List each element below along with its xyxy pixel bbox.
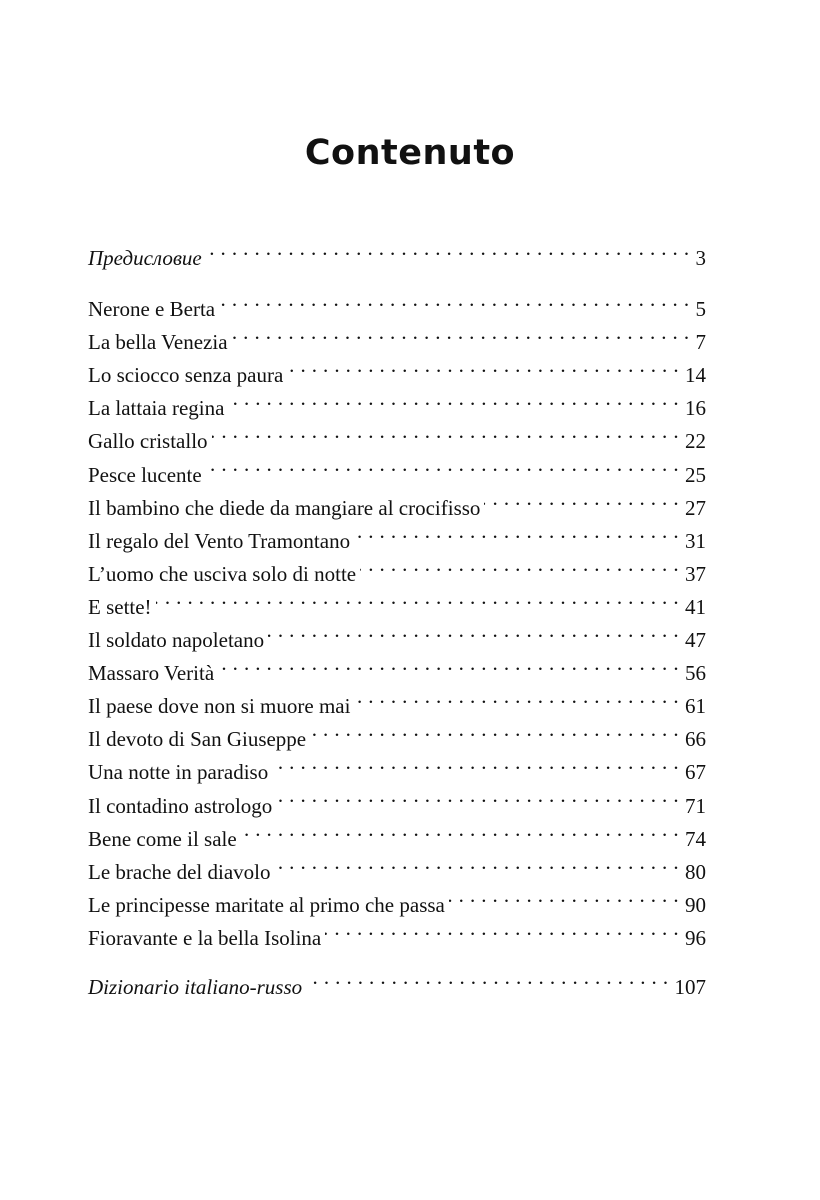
toc-entry-page-number: 66 (685, 727, 706, 752)
dot-leader (325, 912, 679, 945)
toc-entry-title: Il contadino astrologo (88, 793, 273, 818)
dot-leader (212, 415, 679, 448)
toc-entry-page-number: 16 (685, 396, 706, 421)
toc-entry-title: Le principesse maritate al primo che passa (88, 892, 445, 917)
toc-entry-page-number: 31 (685, 528, 706, 553)
toc-entry-page-number: 71 (685, 793, 706, 818)
toc-entry-title: Le brache del diavolo (88, 859, 271, 884)
toc-entry-title: La bella Venezia (88, 330, 228, 355)
dot-leader (360, 548, 679, 581)
dot-leader (449, 879, 679, 912)
toc-entry (88, 961, 706, 1000)
toc-entry-page-number: 80 (685, 859, 706, 884)
dot-leader (156, 581, 679, 614)
toc-main-section (88, 283, 706, 950)
toc-entry-page-number: 96 (685, 925, 706, 950)
dot-leader (241, 813, 679, 846)
toc-entry-page-number: 61 (685, 694, 706, 719)
toc-entry-title: Il bambino che diede da mangiare al crocifisso (88, 495, 481, 520)
dot-leader (484, 482, 679, 515)
toc-preface-section (88, 232, 706, 271)
toc-entry (88, 232, 706, 271)
toc-entry-title: Il regalo del Vento Tramontano (88, 528, 351, 553)
dot-leader (287, 349, 679, 382)
toc-entry-title: E sette! (88, 594, 152, 619)
toc-entry-title: Bene come il sale (88, 826, 237, 851)
toc-entry-title: L’uomo che usciva solo di notte (88, 561, 357, 586)
toc-entry-title: Massaro Verità (88, 661, 215, 686)
toc-entry (88, 283, 706, 322)
toc-entry-title: Una notte in paradiso (88, 760, 269, 785)
toc-entry (88, 614, 706, 653)
toc-entry (88, 581, 706, 619)
dot-leader (354, 515, 679, 548)
toc-entry-title: Gallo cristallo (88, 429, 208, 454)
toc-entry-title: Nerone e Berta (88, 297, 216, 322)
toc-entry-page-number: 56 (685, 661, 706, 686)
dot-leader (306, 961, 668, 994)
toc-entry-title: Il soldato napoletano (88, 628, 265, 653)
toc-entry-page-number: 14 (685, 363, 706, 388)
toc-entry-page-number: 67 (685, 760, 706, 785)
toc-entry-page-number: 37 (685, 561, 706, 586)
dot-leader (206, 448, 679, 481)
toc-entry-page-number: 22 (685, 429, 706, 454)
toc-entry-page-number: 41 (685, 594, 706, 619)
toc-entry-page-number: 74 (685, 826, 706, 851)
toc-appendix-section (88, 961, 706, 1000)
dot-leader (268, 614, 679, 647)
toc-entry-page-number: 5 (695, 297, 706, 322)
toc-entry-page-number: 107 (674, 975, 706, 1000)
toc-entry-title: La lattaia regina (88, 396, 225, 421)
toc-entry-page-number: 25 (685, 462, 706, 487)
toc-entry-title: Lo sciocco senza paura (88, 363, 284, 388)
toc-entry-title: Предисловие (88, 246, 202, 271)
dot-leader (276, 779, 679, 812)
dot-leader (219, 283, 689, 316)
toc-entry-page-number: 27 (685, 495, 706, 520)
toc-entry-page-number: 47 (685, 628, 706, 653)
dot-leader (310, 713, 679, 746)
dot-leader (228, 382, 679, 415)
toc-entry-title: Dizionario italiano-russo (88, 975, 303, 1000)
dot-leader (218, 647, 679, 680)
dot-leader (275, 846, 680, 879)
dot-leader (354, 680, 679, 713)
dot-leader (232, 316, 690, 349)
toc-entry-title: Il devoto di San Giuseppe (88, 727, 307, 752)
toc-entry-title: Pesce lucente (88, 462, 202, 487)
toc-entry-title: Il paese dove non si muore mai (88, 694, 351, 719)
dot-leader (272, 746, 679, 779)
toc-entry-page-number: 90 (685, 892, 706, 917)
toc-entry-title: Fioravante e la bella Isolina (88, 925, 322, 950)
toc-entry-page-number: 3 (695, 246, 706, 271)
toc-entry-page-number: 7 (695, 330, 706, 355)
dot-leader (206, 232, 690, 265)
page-title: Contenuto (304, 133, 516, 173)
